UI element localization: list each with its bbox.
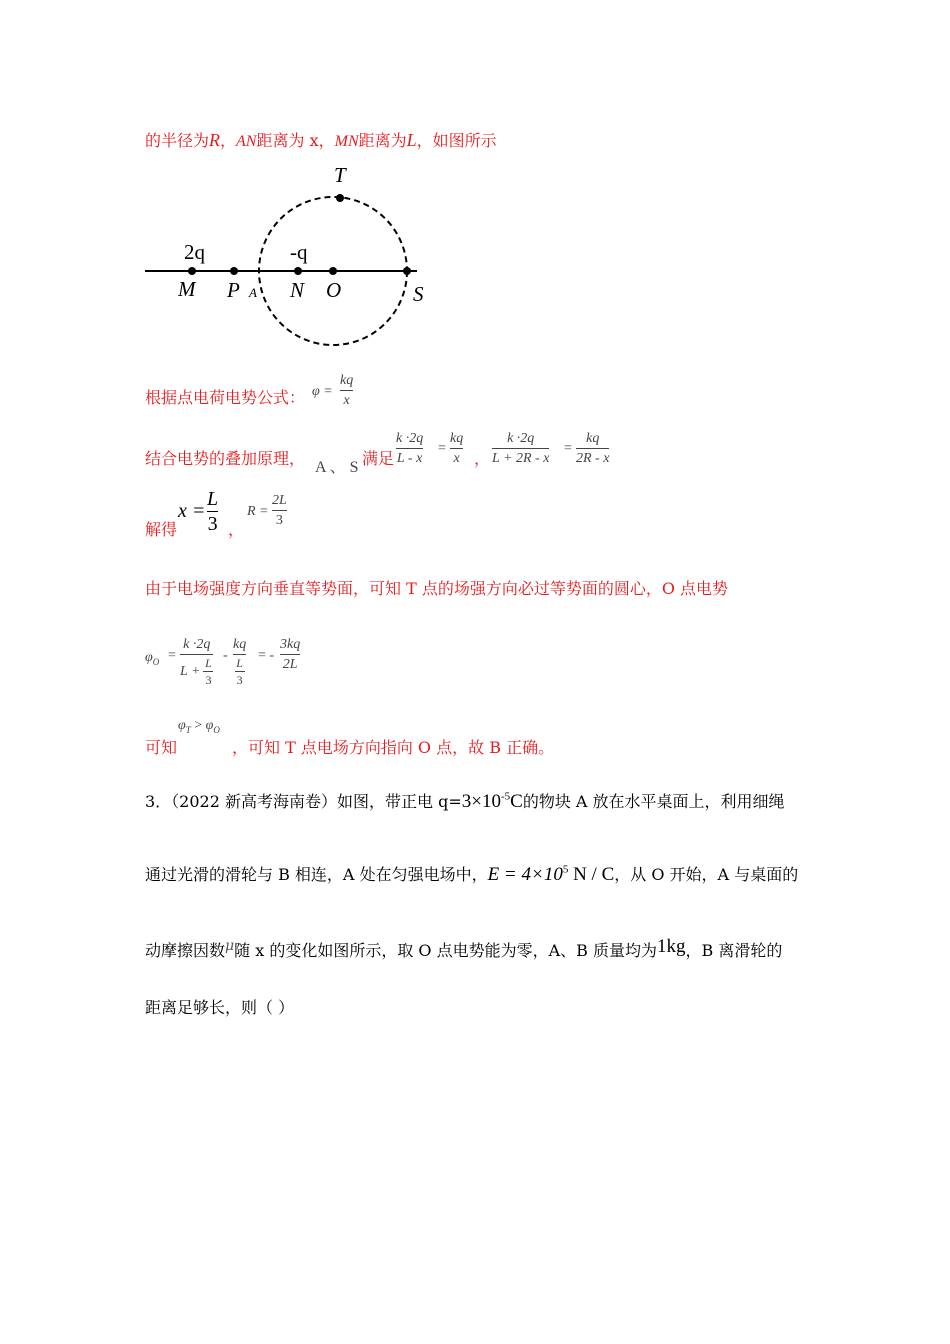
solve-label: 解得	[145, 520, 178, 539]
fraction-3kq-over-2L: 3kq 2L	[280, 637, 301, 672]
conclusion-suffix: ，可知 T 点电场方向指向 O 点，故 B 正确。	[232, 738, 555, 757]
point-T	[336, 194, 344, 202]
x-equals: x =	[178, 500, 206, 522]
satisfy-label: 满足	[362, 449, 395, 468]
minus-phiO: -	[223, 648, 228, 663]
R-equals: R =	[247, 504, 269, 519]
label-neg-q: -q	[290, 240, 308, 264]
point-P	[230, 267, 238, 275]
label-P: P	[227, 278, 240, 302]
mu-symbol: μ	[225, 938, 235, 954]
symbol-L: L	[406, 130, 417, 150]
phi-T-gt-phi-O: $\varphi_T > \varphi_O$	[178, 718, 220, 735]
mass-value: 1kg	[657, 936, 686, 957]
problem3-line1: 3．（2022 新高考海南卷）如图，带正电 $q=3\times 10^{-5}C$的物块 A 放在水平桌面上，利用细绳	[145, 790, 785, 812]
explanation-line: 由于电场强度方向垂直等势面，可知 T 点的场强方向必过等势面的圆心，O 点电势	[145, 579, 729, 598]
charge-value: $3\times 10^{-5}C$	[461, 790, 523, 812]
equals-1: =	[438, 441, 446, 456]
fraction-k2q-over-L-2R-x: k ·2q L + 2R - x	[492, 431, 550, 466]
label-S: S	[413, 282, 424, 306]
fraction-k2q-over-L-minus-x: k ·2q L - x	[396, 431, 424, 466]
symbol-MN: MN	[334, 133, 359, 150]
symbol-R: R	[209, 130, 221, 150]
problem3-line2: 通过光滑的滑轮与 B 相连，A 处在匀强电场中，$E = 4\times 10^5$ N / C，从 O 开始，A 与桌面的	[145, 863, 799, 885]
formula-label-potential: 根据点电荷电势公式：	[145, 388, 306, 407]
points-A-S: A 、 S	[315, 459, 359, 476]
fraction-kq-over-x: kq x	[340, 373, 354, 408]
label-T: T	[334, 163, 346, 187]
label-O: O	[326, 278, 342, 302]
label-M: M	[178, 277, 196, 301]
problem3-line3: 动摩擦因数μ随 x 的变化如图所示，取 O 点电势能为零，A、B 质量均为1kg，B 离滑轮的	[145, 936, 783, 960]
point-M	[188, 267, 196, 275]
comma: ，	[474, 449, 491, 468]
label-A: A	[249, 285, 257, 300]
equals-phiO: =	[168, 648, 176, 663]
line-radius-description: 的半径为R，AN距离为 x，MN距离为L，如图所示	[145, 130, 497, 150]
problem3-line4: 距离足够长，则（ ）	[145, 998, 295, 1017]
superposition-label: 结合电势的叠加原理，	[145, 449, 306, 468]
point-O	[329, 267, 337, 275]
symbol-AN: AN	[236, 133, 257, 150]
fraction-2L-over-3: 2L 3	[272, 493, 287, 528]
point-N	[294, 267, 302, 275]
equals-2: =	[564, 441, 572, 456]
fraction-L-over-3: L 3	[207, 488, 219, 535]
fraction-kq-over-L3: kq L 3	[233, 637, 247, 687]
fraction-k2q-over-L-plus-L3: k ·2q L + L 3	[180, 637, 212, 687]
phi-symbol: φ =	[312, 384, 333, 399]
phi-O: $\varphi_O$	[145, 650, 160, 667]
comma-solve: ，	[228, 520, 245, 539]
label-2q: 2q	[184, 240, 205, 264]
point-S	[403, 267, 411, 275]
fraction-kq-over-x-2: kq x	[450, 431, 464, 466]
label-N: N	[290, 278, 305, 302]
conclusion-prefix: 可知	[145, 738, 178, 757]
fraction-kq-over-2R-x: kq 2R - x	[576, 431, 610, 466]
equals-neg: = -	[258, 648, 275, 663]
field-value: $E = 4\times 10^5$ N / C	[487, 863, 615, 885]
charge-figure	[140, 160, 440, 360]
